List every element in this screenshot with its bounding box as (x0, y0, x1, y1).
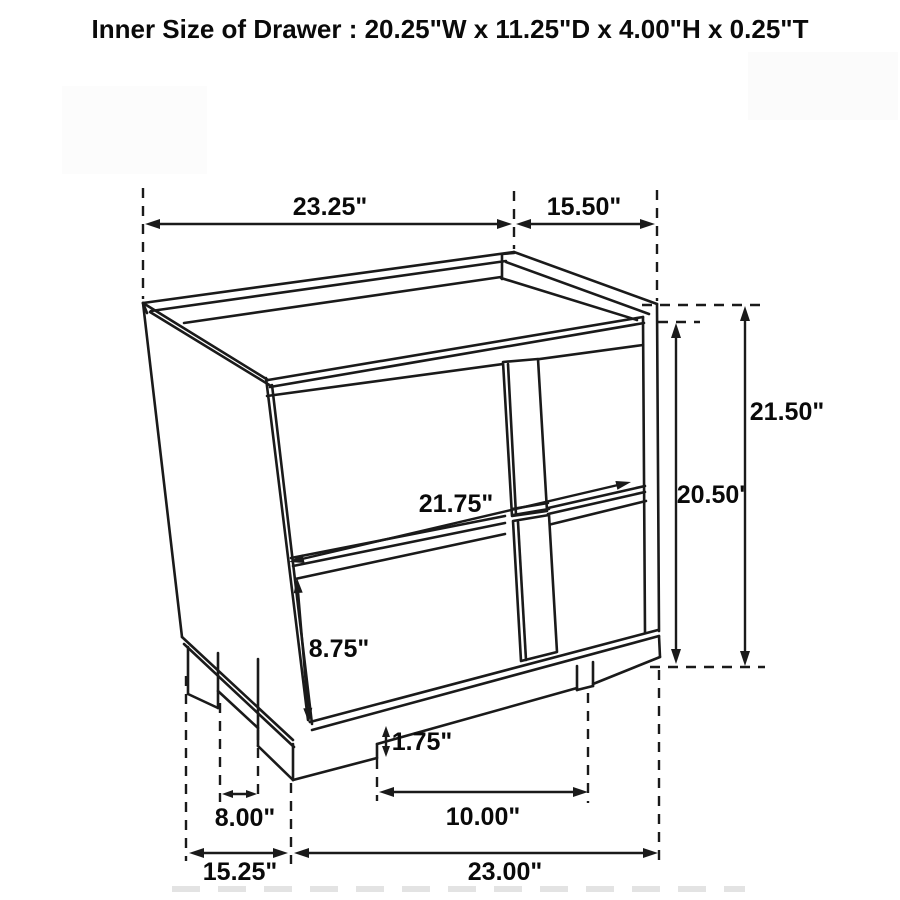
dimension-front-leg-gap (379, 787, 588, 831)
dimension-side-leg-gap (215, 790, 276, 832)
dimension-label-front-leg-gap: 10.00" (445, 803, 521, 831)
dimension-label-base-depth: 15.25" (202, 858, 278, 886)
lower-drawer-handle (513, 515, 557, 661)
dimension-drawer-width (289, 481, 631, 563)
dimension-overall-height (740, 306, 824, 666)
dimension-label-top-depth: 15.50" (546, 193, 622, 221)
dimension-label-overall-height: 21.50" (749, 398, 825, 426)
dimension-label-drawer-width: 21.75" (418, 490, 494, 518)
dimension-top-depth (516, 193, 655, 229)
dimension-label-base-width: 23.00" (467, 858, 543, 886)
upper-drawer-handle (503, 359, 549, 516)
dimension-base-depth (189, 848, 288, 886)
dimension-label-side-leg-gap: 8.00" (214, 804, 276, 832)
dimension-case-height (671, 323, 745, 664)
dimension-top-width (145, 193, 512, 229)
dimension-label-case-height: 20.50' (676, 481, 746, 509)
dimension-label-drawer-height: 8.75" (308, 635, 370, 663)
dimension-rail-height (382, 726, 452, 757)
dimension-base-width (294, 848, 658, 886)
dimension-label-top-width: 23.25" (292, 193, 368, 221)
page-title: Inner Size of Drawer : 20.25"W x 11.25"D x 4.00"H x 0.25"T (91, 14, 809, 44)
dimension-label-rail-height: 1.75" (391, 728, 453, 756)
